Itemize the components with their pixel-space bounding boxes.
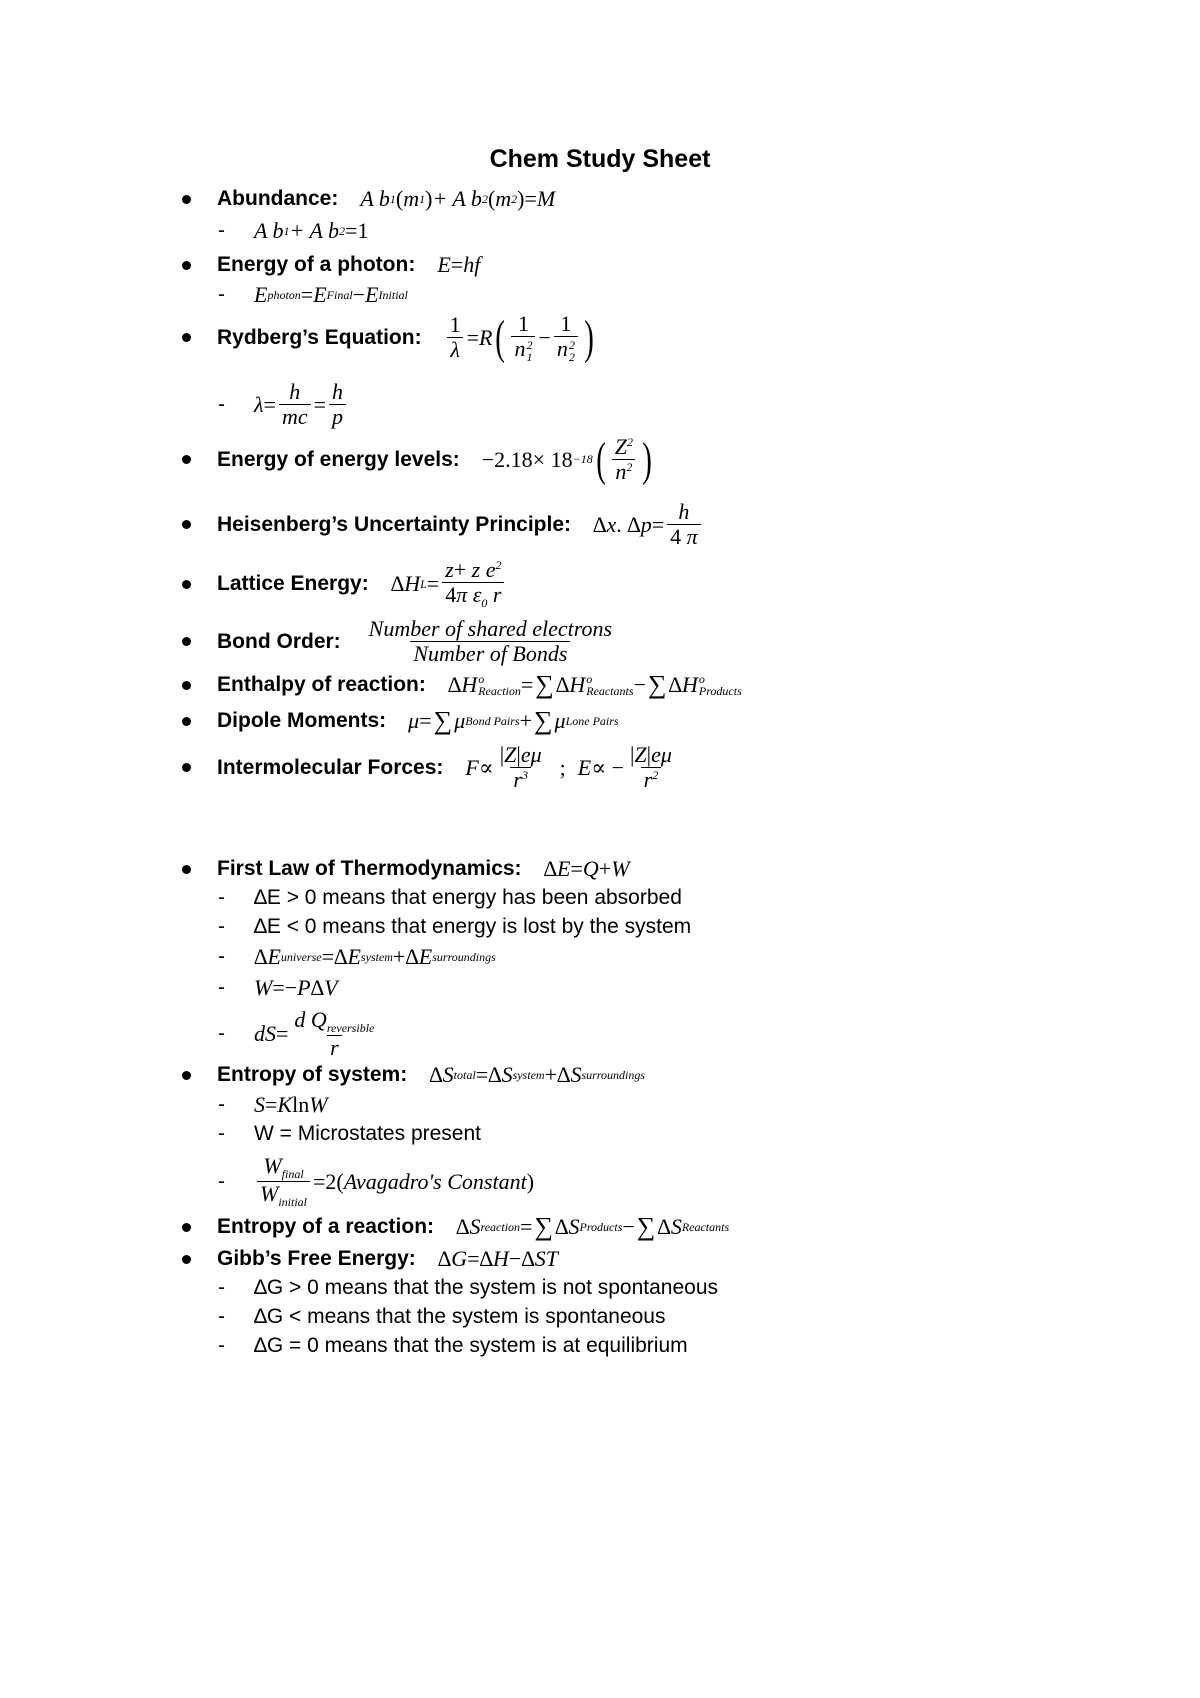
- item-first-law: [182, 856, 630, 882]
- text-microstates: W = Microstates present: [254, 1122, 481, 1145]
- dash: -: [218, 1334, 225, 1357]
- text-de-positive: ∆E > 0 means that energy has been absorbed: [254, 886, 682, 909]
- bond-order-numerator: Number of shared electrons: [368, 616, 613, 641]
- dash: -: [218, 915, 225, 938]
- eq-abundance-sum: A b 1 + A b 2 =1: [254, 218, 369, 243]
- energy-exp: −18: [572, 452, 593, 467]
- bullet: [182, 195, 191, 204]
- item-abundance: [182, 186, 555, 212]
- sub-w-ratio: [218, 1154, 534, 1209]
- label-entropy-reaction: Entropy of a reaction:: [217, 1215, 435, 1238]
- eq-e-universe: ∆ E universe =∆ E system +∆ E surroundings: [254, 944, 496, 969]
- label-rydberg: Rydberg’s Equation:: [217, 325, 422, 349]
- sub-dg-zero: [218, 1334, 688, 1358]
- sub-work: [218, 975, 338, 1001]
- item-rydberg: [182, 312, 597, 363]
- sub-abundance: [218, 218, 368, 244]
- bullet: [182, 580, 191, 589]
- text-dg-zero: ∆G = 0 means that the system is at equilibrium: [254, 1334, 688, 1357]
- label-first-law: First Law of Thermodynamics:: [217, 857, 522, 880]
- eq-gibbs: ∆ G =∆ H −∆ ST: [437, 1246, 559, 1271]
- item-lattice: [182, 558, 508, 610]
- avogadro-text: Avagadro's Constant: [343, 1168, 527, 1194]
- item-enthalpy: [182, 670, 742, 700]
- sub-photon: [218, 282, 408, 308]
- bullet: [182, 1255, 191, 1264]
- bullet: [182, 455, 191, 464]
- dash: -: [218, 283, 225, 306]
- sub-dg-pos: [218, 1276, 718, 1300]
- eq-work: W =− P ∆ V: [254, 975, 338, 1000]
- eq-debroglie: λ = $\frac{h}{mc}$ = $\frac{h}{p}$: [254, 380, 349, 429]
- page-title: Chem Study Sheet: [489, 145, 711, 173]
- bullet: [182, 763, 191, 772]
- sub-e-universe: [218, 944, 496, 970]
- bullet: [182, 717, 191, 726]
- energy-coef: −2.18× 18: [481, 446, 573, 472]
- dash: -: [218, 392, 225, 416]
- text-dg-positive: ∆G > 0 means that the system is not spontaneous: [254, 1276, 719, 1299]
- dash: -: [218, 1305, 225, 1328]
- eq-imf: F ∝ $\frac{|Z|e\mu}{r^3}$ ; E ∝ − $\frac{|Z|e\mu}{r^2}$: [465, 742, 672, 793]
- dash: -: [218, 945, 225, 968]
- eq-abundance: A b 1 ( m 1 ) + A b 2 ( m 2 ) = M: [360, 186, 556, 211]
- item-entropy-reaction: [182, 1212, 729, 1242]
- item-bond-order: [182, 617, 618, 666]
- sub-dg-neg: [218, 1305, 665, 1329]
- bullet: [182, 333, 191, 342]
- label-enthalpy: Enthalpy of reaction:: [217, 673, 426, 696]
- label-dipole: Dipole Moments:: [217, 709, 387, 732]
- item-entropy-system: [182, 1062, 645, 1088]
- eq-entropy-reaction: ∆ S reaction = ∑ ∆ S Products − ∑ ∆ S Reactants: [456, 1212, 730, 1241]
- text-dg-negative: ∆G < means that the system is spontaneous: [254, 1305, 666, 1328]
- eq-boltzmann: S = K ln W: [254, 1092, 328, 1117]
- item-gibbs: [182, 1246, 558, 1272]
- dash: -: [218, 1276, 225, 1299]
- sub-de-neg: [218, 915, 691, 939]
- label-gibbs: Gibb’s Free Energy:: [217, 1247, 416, 1270]
- sub-rydberg: [218, 380, 349, 429]
- label-entropy-system: Entropy of system:: [217, 1063, 408, 1086]
- bullet: [182, 1071, 191, 1080]
- bullet: [182, 637, 191, 646]
- eq-energy-levels: −2.18× 18 −18 ( $\frac{Z^2}{n^2}$ ): [481, 432, 652, 486]
- eq-bond-order: [363, 617, 618, 666]
- dash: -: [218, 1169, 225, 1193]
- bullet: [182, 261, 191, 270]
- dash: -: [218, 1093, 225, 1116]
- label-abundance: Abundance:: [217, 187, 339, 210]
- dash: -: [218, 1122, 225, 1145]
- eq-lattice: ∆ H L = $\frac{z+ z e^2}{4\pi \varepsilon_0 r}$: [391, 558, 508, 610]
- label-imf: Intermolecular Forces:: [217, 755, 444, 779]
- dash: -: [218, 219, 225, 242]
- eq-heisenberg: ∆ x . ∆ p = $\frac{h}{4 \pi}$: [593, 500, 704, 549]
- eq-entropy-system: ∆ S total =∆ S system +∆ S surroundings: [429, 1062, 646, 1087]
- text-de-negative: ∆E < 0 means that energy is lost by the system: [254, 915, 692, 938]
- label-energy-levels: Energy of energy levels:: [217, 447, 460, 471]
- item-energy-levels: [182, 432, 655, 486]
- sub-microstates: [218, 1122, 481, 1146]
- eq-first-law: ∆ E = Q + W: [543, 856, 630, 881]
- eq-rydberg: $\frac{1}{\lambda}$ = R ( 1 n 2 1 − 1 n 2 2 ): [444, 312, 597, 363]
- eq-photon: E = hf: [437, 252, 481, 277]
- label-heisenberg: Heisenberg’s Uncertainty Principle:: [217, 512, 571, 536]
- dash: -: [218, 886, 225, 909]
- eq-dipole: μ = ∑ μ Bond Pairs + ∑ μ Lone Pairs: [408, 706, 619, 735]
- bond-order-denominator: Number of Bonds: [410, 641, 570, 666]
- bullet: [182, 865, 191, 874]
- sub-de-pos: [218, 886, 682, 910]
- bullet: [182, 1223, 191, 1232]
- sub-boltzmann: [218, 1092, 328, 1118]
- dash: -: [218, 1022, 225, 1046]
- label-lattice: Lattice Energy:: [217, 572, 369, 596]
- item-heisenberg: [182, 500, 704, 549]
- eq-enthalpy: ∆ H o Reaction = ∑ ∆ H o Reactants − ∑ ∆ H o Products: [447, 670, 742, 699]
- bullet: [182, 681, 191, 690]
- sub-ds: [218, 1008, 380, 1060]
- label-bond-order: Bond Order:: [217, 629, 341, 653]
- label-photon: Energy of a photon:: [217, 253, 416, 276]
- eq-ds: dS = $\frac{d Q_{reversible}}{r}$: [254, 1007, 375, 1061]
- item-dipole: [182, 706, 619, 736]
- dash: -: [218, 976, 225, 999]
- eq-w-ratio: $\frac{W_{final}}{W_{initial}}$ =2( Avagadro's Constant ): [254, 1154, 534, 1209]
- item-photon: [182, 252, 480, 278]
- eq-photon-diff: E photon = E Final − E Initial: [254, 282, 408, 307]
- item-imf: [182, 743, 678, 792]
- bullet: [182, 520, 191, 529]
